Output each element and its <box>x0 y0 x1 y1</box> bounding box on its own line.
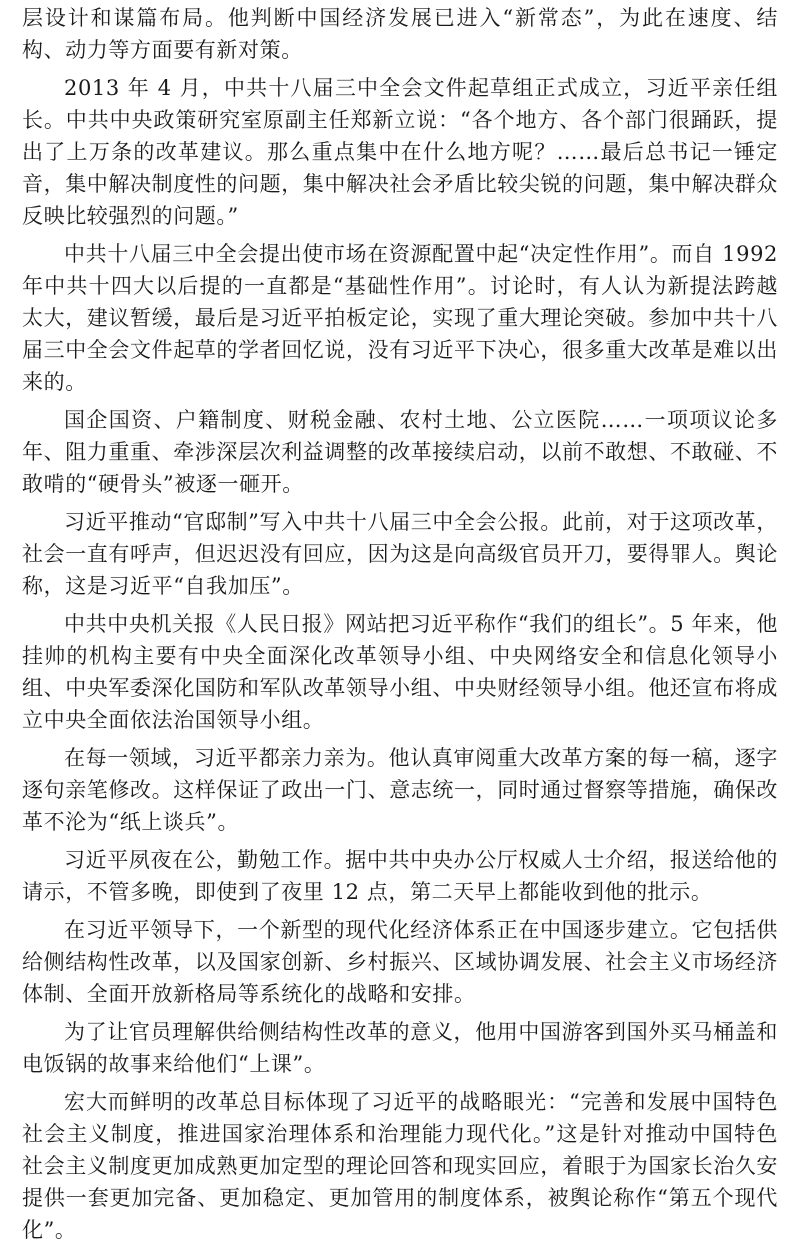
paragraph-leading-groups: 中共中央机关报《人民日报》网站把习近平称作“我们的组长”。5 年来，他挂帅的机构主要有中央全面深化改革领导小组、中央网络安全和信息化领导小组、中央军委深化国防和军队改革领导小组、中央财经领导小组。他还宣布将成立中央全面依法治国领导小组。 <box>22 612 778 732</box>
paragraph-supply-side-lesson: 为了让官员理解供给侧结构性改革的意义，他用中国游客到国外买马桶盖和电饭锅的故事来给他们“上课”。 <box>22 1020 778 1076</box>
paragraph-decisive-role: 中共十八届三中全会提出使市场在资源配置中起“决定性作用”。而自 1992 年中共十四大以后提的一直都是“基础性作用”。讨论时，有人认为新提法跨越太大，建议暂缓，最后是习近平拍板定论，实现了重大理论突破。参加中共十八届三中全会文件起草的学者回忆说，没有习近平下决心，很多重大改革是难以出来的。 <box>22 242 778 394</box>
paragraph-drafting-group: 2013 年 4 月，中共十八届三中全会文件起草组正式成立，习近平亲任组长。中共中央政策研究室原副主任郑新立说：“各个地方、各个部门很踊跃，提出了上万条的改革建议。那么重点集中在什么地方呢？……最后总书记一锤定音，集中解决制度性的问题，集中解决社会矛盾比较尖锐的问题，集中解决群众反映比较强烈的问题。” <box>22 76 778 228</box>
paragraph-reform-areas: 国企国资、户籍制度、财税金融、农村土地、公立医院……一项项议论多年、阻力重重、牵涉深层次利益调整的改革接续启动，以前不敢想、不敢碰、不敢啃的“硬骨头”被逐一砸开。 <box>22 408 778 496</box>
paragraph-official-residence: 习近平推动“官邸制”写入中共十八届三中全会公报。此前，对于这项改革，社会一直有呼声，但迟迟没有回应，因为这是向高级官员开刀，要得罪人。舆论称，这是习近平“自我加压”。 <box>22 510 778 598</box>
paragraph-personal-review: 在每一领域，习近平都亲力亲为。他认真审阅重大改革方案的每一稿，逐字逐句亲笔修改。这样保证了政出一门、意志统一，同时通过督察等措施，确保改革不沦为“纸上谈兵”。 <box>22 746 778 834</box>
paragraph-diligence: 习近平夙夜在公，勤勉工作。据中共中央办公厅权威人士介绍，报送给他的请示，不管多晚，即使到了夜里 12 点，第二天早上都能收到他的批示。 <box>22 848 778 904</box>
paragraph-continuation: 层设计和谋篇布局。他判断中国经济发展已进入“新常态”，为此在速度、结构、动力等方面要有新对策。 <box>22 6 778 62</box>
paragraph-economic-system: 在习近平领导下，一个新型的现代化经济体系正在中国逐步建立。它包括供给侧结构性改革，以及国家创新、乡村振兴、区域协调发展、社会主义市场经济体制、全面开放新格局等系统化的战略和安排。 <box>22 918 778 1006</box>
paragraph-reform-goal: 宏大而鲜明的改革总目标体现了习近平的战略眼光：“完善和发展中国特色社会主义制度，推进国家治理体系和治理能力现代化。”这是针对推动中国特色社会主义制度更加成熟更加定型的理论回答和现实回应，着眼于为国家长治久安提供一套更加完备、更加稳定、更加管用的制度体系，被舆论称作“第五个现代化”。 <box>22 1090 778 1242</box>
